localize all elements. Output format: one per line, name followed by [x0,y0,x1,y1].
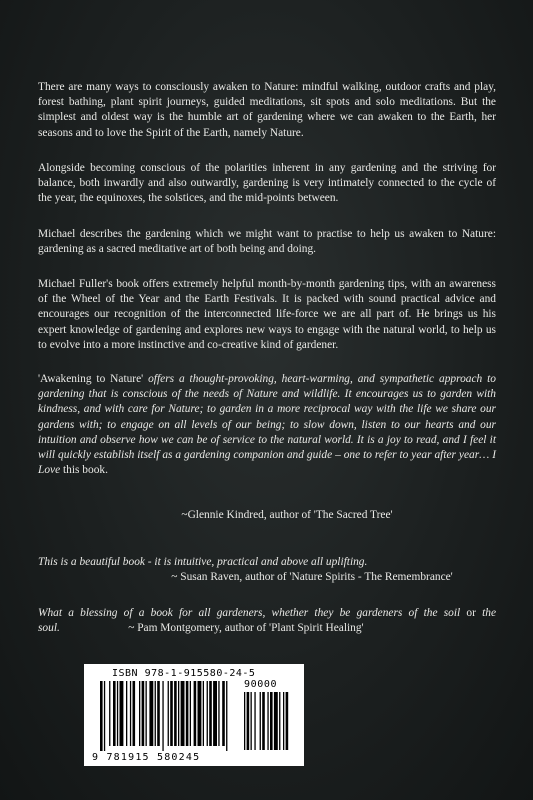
addon-bar [283,692,284,750]
barcode-bar [113,681,116,746]
addon-bar [270,692,273,750]
barcode-bar [155,681,156,746]
barcode-bar [117,681,118,746]
barcode-bar [130,681,131,746]
barcode-bar [170,681,173,746]
quote-1-tail: this book. [60,464,108,477]
barcode-bar [139,681,140,746]
review-quote-1 [38,372,496,478]
barcode-bar [109,681,110,746]
barcode-bar [226,681,227,751]
quote-3-body2: the soul. [38,607,497,635]
addon-bar [251,692,252,750]
barcode-bar [209,681,212,746]
barcode-bar [222,681,225,746]
review-attribution-2: ~ Susan Raven, author of 'Nature Spirits - The Remembrance' [171,571,453,583]
addon-bar [279,692,280,750]
barcode-bar [157,681,160,746]
addon-bar [274,692,278,750]
blurb-paragraph-2: Alongside becoming conscious of the polarities inherent in any gardening and the striving for balance, both inwardly and also outwardly, gardening is very intimately connected to the cycle of the year, the equinoxes, the solstices, and the mid-points between. [38,162,496,205]
barcode-bar [120,681,124,746]
quote-3-body: What a blessing of a book for all gardeners, whether they be gardeners of the soil [38,607,461,619]
addon-bar [262,692,265,750]
addon-bar [260,692,261,750]
addon-bar [267,692,268,750]
barcode-bar [213,681,217,746]
addon-bar [254,692,255,750]
barcode-bar [203,681,204,746]
addon-bar [286,692,289,750]
review-attribution-3: ~ Pam Montgomery, author of 'Plant Spirit Healing' [128,622,364,635]
barcode-bar [190,681,191,746]
review-attribution-1: ~Glennie Kindred, author of 'The Sacred Tree' [181,509,393,521]
blurb-paragraph-3: Michael describes the gardening which we might want to practise to help us awaken to Nature: gardening as a sacred meditative art of both being and doing. [38,228,496,256]
barcode-bar [207,681,208,746]
barcode-bar [181,681,185,746]
barcode-bar [100,681,103,751]
review-quote-2 [38,555,496,570]
quote-2-body: This is a beautiful book - it is intuitive, practical and above all uplifting. [38,556,368,568]
barcode-bar [104,681,105,751]
quote-1-body: offers a thought-provoking, heart-warming, and sympathetic approach to gardening that is conscious of the needs of Nature and wildlife. It encourages us to garden with kindness, and with care for Nature; to garden in a more reciprocal way with the life we share our gardens with; to engage on all levels of our being; to slow down, listen to our hearts and our intuition and observe how we can be of service to the natural world. It is a joy to read, and I feel it will quickly establish itself as a gardening companion and guide – one to refer to year after year… I Love [38,373,496,477]
barcode-bar [194,681,197,746]
blurb-paragraph-4: Michael Fuller's book offers extremely helpful month-by-month gardening tips, with an awareness of the Wheel of the Year and the Earth Festivals. It is packed with sound practical advice and encourages our recognition of the interconnected life-force we are all part of. He brings us his expert knowledge of gardening and explores new ways to engage with the natural world, to help us to evolve into a more instinctive and co-creative kind of gardener. [38,278,496,351]
barcode-bar [178,681,179,746]
barcode-panel [84,664,304,766]
addon-bar [244,692,245,750]
barcode-bar [149,681,153,746]
barcode-bar [133,681,136,746]
barcode-bar [186,681,189,746]
addon-digits: 90000 [244,679,278,690]
quote-book-title: 'Awakening to Nature' [38,373,144,385]
barcode-bar [218,681,219,746]
barcode-bar [174,681,177,746]
barcode-bar [198,681,202,746]
barcode-bar [142,681,145,746]
ean-bars [100,681,227,751]
addon-bar [247,692,250,750]
barcode-bar [146,681,147,746]
addon-bars [244,692,288,750]
isbn-label: ISBN 978-1-915580-24-5 [112,668,256,679]
quote-3-mid: or [460,607,483,619]
review-quote-3 [38,606,496,636]
barcode-bar [126,681,127,746]
barcode-bar [162,681,163,751]
barcode-bar [168,681,169,746]
ean-digits: 9 781915 580245 [92,752,201,763]
blurb-paragraph-1: There are many ways to consciously awaken to Nature: mindful walking, outdoor crafts and play, forest bathing, plant spirit journeys, guided meditations, sit spots and solo meditations. But the simplest and oldest way is the humble art of gardening where we can awaken to the Earth, her seasons and to love the Spirit of the Earth, namely Nature. [38,81,496,139]
